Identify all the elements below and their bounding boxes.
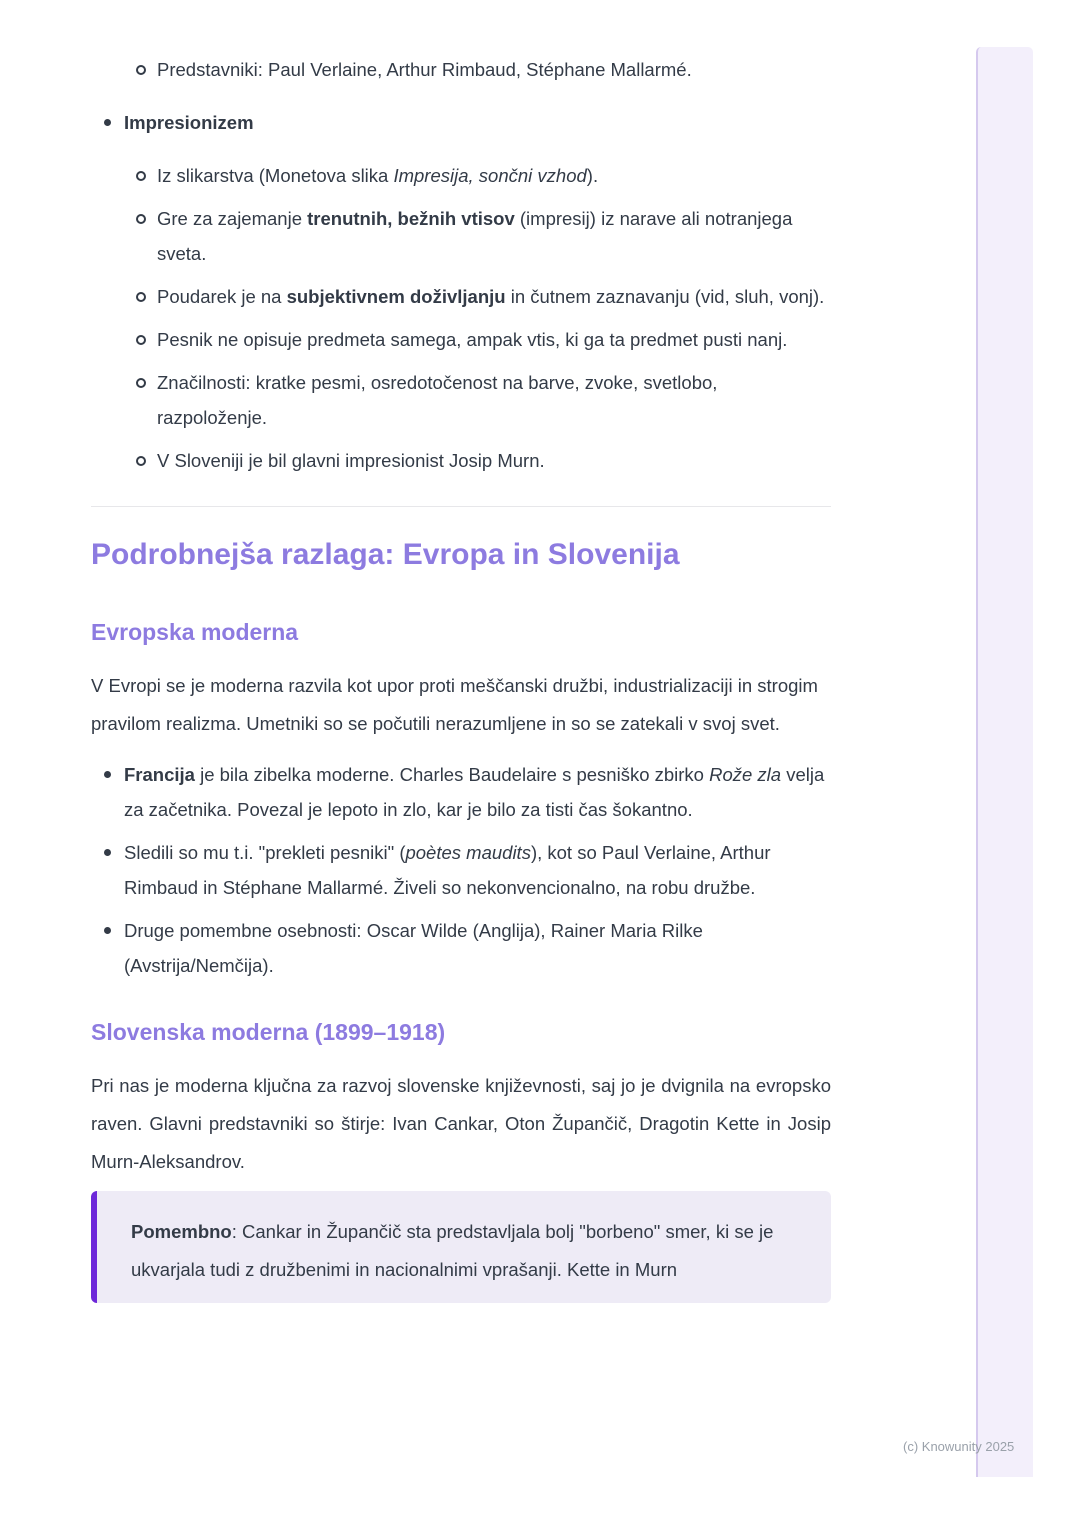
heading-level-2 [91,617,831,647]
circle-bullet-icon [136,214,146,224]
list-item-text [157,286,824,307]
list-item-level-2 [91,365,831,435]
list-item-level-2 [91,279,831,314]
disc-bullet-icon [104,119,111,126]
text-run: Predstavniki: Paul Verlaine, Arthur Rimbaud, Stéphane Mallarmé. [157,59,692,80]
text-run: Francija [124,764,195,785]
list-item-text [124,842,771,898]
heading-level-1 [91,535,831,575]
text-run: Značilnosti: kratke pesmi, osredotočenost na barve, zvoke, svetlobo, razpoloženje. [157,372,718,428]
paragraph [91,1067,831,1181]
text-run: poètes maudits [405,842,531,863]
list-item-level-1 [91,835,831,905]
text-run: V Sloveniji je bil glavni impresionist Josip Murn. [157,450,545,471]
list-item-text [157,59,692,80]
text-run: Impresionizem [124,112,254,133]
list-item-text [124,112,254,133]
list-item-text [124,920,703,976]
text-run: subjektivnem doživljanju [286,286,506,307]
text-run: Evropska moderna [91,619,299,645]
list-item-text [157,372,717,428]
text-run: Podrobnejša razlaga: Evropa in Slovenija [91,538,680,571]
watermark: (c) Knowunity 2025 [903,1439,1015,1454]
text-run: Druge pomembne osebnosti: Oscar Wilde (Anglija), Rainer Maria Rilke (Avstrija/Nemčija). [124,920,703,976]
callout-box [91,1191,831,1303]
circle-bullet-icon [136,65,146,75]
list-item-level-1 [91,105,831,140]
list-item-level-1 [91,913,831,983]
text-run: Sledili so mu t.i. "prekleti pesniki" ( [124,842,406,863]
list-item-text [157,329,787,350]
list-item-level-1 [91,757,831,827]
text-run: je bila zibelka moderne. Charles Baudelaire s pesniško zbirko [194,764,710,785]
page-edge-strip [976,47,1033,1477]
circle-bullet-icon [136,456,146,466]
list-item-level-2 [91,52,831,87]
list-item-text [124,764,824,820]
circle-bullet-icon [136,335,146,345]
disc-bullet-icon [104,849,111,856]
list-item-level-2 [91,322,831,357]
circle-bullet-icon [136,171,146,181]
text-run: ). [586,165,599,186]
disc-bullet-icon [104,771,111,778]
text-run: Impresija, sončni vzhod [393,165,587,186]
text-run: Slovenska moderna (1899–1918) [91,1019,446,1045]
text-run: velja za začetnika. Povezal je lepoto in zlo, kar je bilo za tisti čas šokantno. [124,764,825,820]
list-item-level-2 [91,158,831,193]
paragraph [91,667,831,743]
text-run: in čutnem zaznavanju (vid, sluh, vonj). [505,286,825,307]
list-item-text [157,165,598,186]
text-run: V Evropi se je moderna razvila kot upor proti meščanski družbi, industrializaciji in strogim pravilom realizma. Umetniki so se počutili nerazumljene in so se zatekali v svoj svet. [91,675,818,734]
text-run: Pomembno [131,1221,232,1242]
list-item-text [157,450,545,471]
text-run: Poudarek je na [157,286,287,307]
text-run: Rože zla [709,764,782,785]
document-content [91,0,831,1303]
circle-bullet-icon [136,378,146,388]
text-run: Pesnik ne opisuje predmeta samega, ampak vtis, ki ga ta predmet pusti nanj. [157,329,788,350]
list-item-level-2 [91,443,831,478]
text-run: Gre za zajemanje [157,208,308,229]
text-run: : Cankar in Župančič sta predstavljala bolj "borbeno" smer, ki se je ukvarjala tudi z družbenimi in nacionalnimi vprašanji. Kette in Murn [131,1221,774,1280]
list-item-text [157,208,792,264]
text-run: Pri nas je moderna ključna za razvoj slovenske književnosti, saj jo je dvignila na evropsko raven. Glavni predstavniki so štirje: Ivan Cankar, Oton Župančič, Dragotin Kette in Josip Murn-Aleksandrov. [91,1075,831,1172]
text-run: ), kot so Paul Verlaine, Arthur Rimbaud in Stéphane Mallarmé. Živeli so nekonvencionalno, na robu družbe. [124,842,771,898]
circle-bullet-icon [136,292,146,302]
heading-level-2 [91,1017,831,1047]
list-item-level-2 [91,201,831,271]
text-run: trenutnih, bežnih vtisov [307,208,515,229]
text-run: (impresij) iz narave ali notranjega sveta. [157,208,793,264]
section-divider [91,506,831,507]
text-run: Iz slikarstva (Monetova slika [157,165,394,186]
disc-bullet-icon [104,927,111,934]
